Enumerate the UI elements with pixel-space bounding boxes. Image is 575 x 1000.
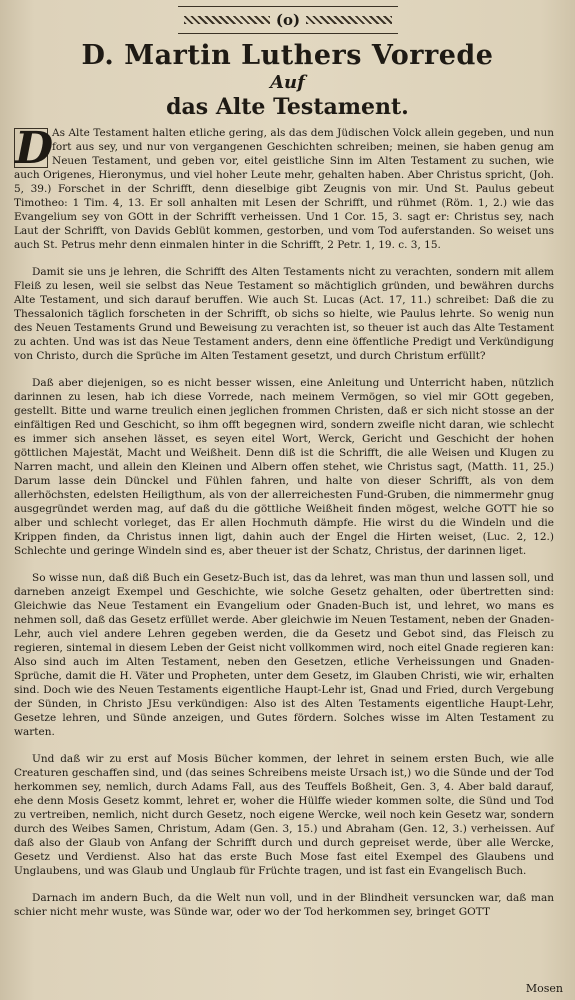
left-ornament [184, 16, 270, 24]
paragraph-text: As Alte Testament halten etliche gering, als das dem Jüdischen Volck allein gegeben, und nun fort aus sey, und nur von vergangenen Geschichten schreiben; meinen, sie haben genug am Neuen Testament, und geben vor, eitel geistliche Sinn im Alten Testament zu suchen, wie auch Origenes, Hieronymus, und viel hoher Leute mehr, gehalten haben. Aber Christus spricht, (Joh. 5, 39.) Forschet in der Schrifft, denn dieselbige gibt Zeugnis von mir. Und St. Paulus gebeut Timotheo: 1 Tim. 4, 13. Er soll anhalten mit Lesen der Schrifft, und rühmet (Röm. 1, 2.) wie das Evangelium sey von GOtt in der Schrifft verheissen. Und 1 Cor. 15, 3. sagt er: Christus sey, nach Laut der Schrifft, von Davids Geblüt kommen, gestorben, und vom Tod auferstanden. So weiset uns auch St. Petrus mehr denn einmalen hinter in die Schrifft, 2 Petr. 1, 19. c. 3, 15. [14, 127, 554, 251]
paragraph-text: Daß aber diejenigen, so es nicht besser wissen, eine Anleitung und Unterricht haben, nützlich darinnen zu lesen, hab ich diese Vorrede, nach meinem Vermögen, so viel mir GOtt gegeben, gestellt. Bitte und warne treulich einen jeglichen frommen Christen, daß er sich nicht stosse an der einfältigen Red und Geschicht, so ihm offt begegnen wird, sondern zweifle nicht daran, wie schlecht es immer sich ansehen lässet, es seyen eitel Wort, Werck, Gericht und Geschicht der hohen göttlichen Majestät, Macht und Weißheit. Denn diß ist die Schrifft, die alle Weisen und Klugen zu Narren macht, und allein den Kleinen und Albern offen stehet, wie Christus sagt, (Matth. 11, 25.) Darum lasse dein Dünckel und Fühlen fahren, und halte von dieser Schrifft, als von dem allerhöchsten, edelsten Heiligthum, als von der allerreichesten Fund-Gruben, die nimmermehr gnug ausgegründet werden mag, auf daß du die göttliche Weißheit finden mögest, welche GOTT hie so alber und schlecht vorleget, das Er allen Hochmuth dämpfe. Hie wirst du die Windeln und die Krippen finden, da Christus innen ligt, dahin auch der Engel die Hirten weiset, (Luc. 2, 12.) Schlechte und geringe Windeln sind es, aber theuer ist der Schatz, Christus, der darinnen liget. [14, 377, 554, 557]
page-number: (o) [275, 11, 301, 29]
drop-initial: D [15, 123, 54, 174]
paragraph-text: Damit sie uns je lehren, die Schrifft des Alten Testaments nicht zu verachten, sondern mit allem Fleiß zu lesen, weil sie selbst das Neue Testament so mächtiglich gründen, und bewähren durchs Alte Testament, und sich darauf beruffen. Wie auch St. Lucas (Act. 17, 11.) schreibet: Daß die zu Thessalonich täglich forscheten in der Schrifft, ob sichs so hielte, wie Paulus lehrte. So wenig nun des Neuen Testaments Grund und Beweisung zu verachten ist, so theuer ist auch das Alte Testament zu achten. Und was ist das Neue Testament anders, denn eine öffentliche Predigt und Verkündigung von Christo, durch die Sprüche im Alten Testament gesetzt, und durch Christum erfüllt? [14, 266, 554, 362]
page-header [178, 6, 398, 34]
paragraph-1 [14, 123, 554, 252]
title-line-3: das Alte Testament. [166, 94, 409, 120]
paragraph-6 [14, 891, 554, 919]
paragraph-text: Darnach im andern Buch, da die Welt nun voll, und in der Blindheit versuncken war, daß man schier nicht mehr wuste, was Sünde war, oder wo der Tod herkommen sey, bringet GOTT [14, 892, 554, 918]
paragraph-text: Und daß wir zu erst auf Mosis Bücher kommen, der lehret in seinem ersten Buch, wie alle Creaturen geschaffen sind, und (das seines Schreibens meiste Ursach ist,) wo die Sünde und der Tod herkommen sey, nemlich, durch Adams Fall, aus des Teuffels Boßheit, Gen. 3, 4. Aber bald darauf, ehe denn Mosis Gesetz kommt, lehret er, woher die Hülffe wieder kommen solte, die Sünd und Tod zu vertreiben, nemlich, nicht durch Gesetz, noch eigene Wercke, weil noch kein Gesetz war, sondern durch des Weibes Samen, Christum, Adam (Gen. 3, 15.) und Abraham (Gen. 12, 3.) verheissen. Auf daß also der Glaub von Anfang der Schrifft durch und durch gepreiset werde, über alle Wercke, Gesetz und Verdienst. Also hat das erste Buch Mose fast eitel Exempel des Glaubens und Unglaubens, und was Glaub und Unglaub für Früchte tragen, und ist fast ein Evangelisch Buch. [14, 753, 554, 877]
paragraph-4 [14, 571, 554, 739]
paragraph-5 [14, 752, 554, 878]
paragraph-2 [14, 265, 554, 363]
catchword: Mosen [525, 982, 563, 995]
title-line-2: Auf [270, 72, 305, 93]
body-text [14, 123, 554, 932]
right-ornament [306, 16, 392, 24]
paragraph-3 [14, 376, 554, 558]
paragraph-text: So wisse nun, daß diß Buch ein Gesetz-Buch ist, das da lehret, was man thun und lassen soll, und darneben anzeigt Exempel und Geschichte, wie solche Gesetz gehalten, oder übertretten sind: Gleichwie das Neue Testament ein Evangelium oder Gnaden-Buch ist, und lehret, wo mans es nehmen soll, daß das Gesetz erfüllet werde. Aber gleichwie im Neuen Testament, neben der Gnaden-Lehr, auch viel andere Lehren gegeben werden, die da Gesetz und Gebot sind, das Fleisch zu regieren, sintemal in diesem Leben der Geist nicht vollkommen wird, noch eitel Gnade regieren kan: Also sind auch im Alten Testament, neben den Gesetzen, etliche Verheissungen und Gnaden-Sprüche, damit die H. Väter und Propheten, unter dem Gesetz, im Glauben Christi, wie wir, erhalten sind. Doch wie des Neuen Testaments eigentliche Haupt-Lehr ist, Gnad und Fried, durch Vergebung der Sünden, in Christo JEsu verkündigen: Also ist des Alten Testaments eigentliche Haupt-Lehr, Gesetze lehren, und Sünde anzeigen, und Gutes fördern. Solches wisse im Alten Testament zu warten. [14, 572, 554, 738]
title-line-1: D. Martin Luthers Vorrede [81, 40, 494, 71]
